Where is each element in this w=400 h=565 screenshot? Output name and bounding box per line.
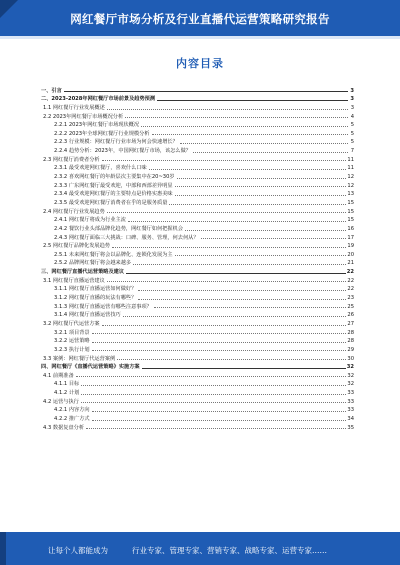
toc-entry[interactable] — [41, 154, 354, 163]
toc-leader-dots — [81, 402, 347, 403]
toc-leader-dots — [128, 221, 346, 222]
toc-entry-page: 3 — [350, 87, 354, 94]
toc-entry[interactable] — [41, 249, 354, 258]
footer-accent-bar — [0, 532, 6, 565]
toc-entry[interactable] — [41, 353, 354, 362]
toc-entry-page: 15 — [347, 217, 354, 224]
toc-leader-dots — [81, 394, 346, 395]
toc-entry-page: 15 — [347, 208, 354, 215]
toc-entry-title: 四、网红餐厅《直播代运营策略》实施方案 — [41, 364, 140, 371]
toc-entry[interactable] — [41, 336, 354, 345]
footer-expert-list: 行业专家、管理专家、营销专家、战略专家、运营专家…… — [132, 546, 327, 555]
toc-entry[interactable] — [41, 284, 354, 293]
toc-leader-dots — [193, 152, 348, 153]
toc-entry-page: 16 — [347, 225, 354, 232]
toc-entry-title: 2.5.2 品牌网红餐厅将会越来越多 — [54, 260, 132, 267]
toc-entry-title: 2.4.2 餐饮行业头部品牌化趋势，网红餐厅如何把握机会 — [54, 225, 183, 232]
toc-entry-page: 32 — [347, 381, 354, 388]
toc-leader-dots — [142, 368, 346, 369]
toc-leader-dots — [92, 411, 347, 412]
toc-entry-title: 3.3 案例：网红餐厅代运营案例 — [43, 355, 116, 362]
toc-entry-title: 2.3.3 广东网红餐厅最受欢迎，中部和西部差异明显 — [54, 182, 173, 189]
toc-entry-page: 5 — [350, 130, 354, 137]
toc-leader-dots — [169, 204, 346, 205]
toc-entry-title: 3.1 网红餐厅直播运营建议 — [43, 277, 105, 284]
toc-leader-dots — [102, 160, 347, 161]
toc-entry[interactable] — [41, 145, 354, 154]
toc-leader-dots — [149, 169, 347, 170]
toc-entry-page: 22 — [347, 277, 354, 284]
toc-entry[interactable] — [41, 370, 354, 379]
toc-entry-title: 2.4.1 网红餐厅将成为行业主流 — [54, 217, 126, 224]
toc-entry-page: 13 — [347, 191, 354, 198]
toc-entry[interactable] — [41, 128, 354, 137]
toc-entry-page: 19 — [347, 243, 354, 250]
toc-leader-dots — [86, 428, 346, 429]
toc-entry-page: 32 — [346, 364, 354, 371]
toc-entry[interactable] — [41, 232, 354, 241]
toc-entry-title: 2.2.1 2023年网红餐厅市场现状概况 — [54, 122, 140, 129]
toc-leader-dots — [125, 117, 348, 118]
toc-entry[interactable] — [41, 327, 354, 336]
toc-entry-title: 2.3.5 最受欢迎网红餐厅消费者在乎的是服务质量 — [54, 199, 168, 206]
toc-leader-dots — [201, 238, 347, 239]
toc-entry-page: 33 — [347, 407, 354, 414]
toc-entry-page: 34 — [347, 415, 354, 422]
toc-entry-page: 15 — [347, 199, 354, 206]
toc-entry-title: 3.2.2 运营策略 — [54, 338, 90, 345]
toc-entry[interactable] — [41, 102, 354, 111]
toc-entry-page: 21 — [347, 260, 354, 267]
toc-entry-page: 5 — [350, 139, 354, 146]
toc-entry[interactable] — [41, 120, 354, 129]
toc-leader-dots — [126, 273, 346, 274]
toc-entry-title: 2.3.4 最受欢迎网红餐厅的主要特点是价格实惠美味 — [54, 191, 173, 198]
toc-entry-title: 4.1.2 计划 — [54, 390, 80, 397]
toc-entry[interactable] — [41, 206, 354, 215]
toc-entry-page: 28 — [347, 338, 354, 345]
toc-entry[interactable] — [41, 137, 354, 146]
toc-leader-dots — [92, 333, 347, 334]
toc-entry-title: 2.5.1 未来网红餐厅将会以品牌化、连锁化发展为主 — [54, 251, 173, 258]
toc-entry-title: 3.2.1 项目背景 — [54, 329, 90, 336]
toc-entry-title: 2.2 2023年网红餐厅市场概况分析 — [43, 113, 124, 120]
toc-entry[interactable] — [41, 258, 354, 267]
toc-leader-dots — [92, 350, 347, 351]
header-divider — [0, 36, 400, 39]
toc-leader-dots — [133, 264, 346, 265]
toc-entry[interactable] — [41, 318, 354, 327]
toc-entry[interactable] — [41, 292, 354, 301]
toc-entry[interactable] — [41, 180, 354, 189]
toc-entry[interactable] — [41, 171, 354, 180]
toc-entry-title: 4.3 数据复盘分析 — [43, 424, 85, 431]
toc-entry-title: 3.1.4 网红餐厅直播运营技巧 — [54, 312, 121, 319]
toc-entry[interactable] — [41, 241, 354, 250]
toc-entry-page: 26 — [347, 312, 354, 319]
page-footer — [0, 532, 400, 565]
toc-entry[interactable] — [41, 405, 354, 414]
toc-entry[interactable] — [41, 189, 354, 198]
toc-entry-title: 4.2 运营与执行 — [43, 398, 79, 405]
toc-entry-page: 12 — [347, 182, 354, 189]
toc-entry[interactable] — [41, 275, 354, 284]
toc-entry-page: 25 — [347, 303, 354, 310]
toc-entry[interactable] — [41, 413, 354, 422]
toc-entry-page: 22 — [347, 286, 354, 293]
toc-entry-page: 7 — [350, 148, 354, 155]
toc-entry-page: 17 — [347, 234, 354, 241]
toc-entry-page: 20 — [347, 251, 354, 258]
toc-entry[interactable] — [41, 266, 354, 275]
toc-entry[interactable] — [41, 387, 354, 396]
toc-entry[interactable] — [41, 94, 354, 103]
toc-entry-title: 2.3.1 最受欢迎网红餐厅，喜欢什么口味 — [54, 165, 147, 172]
toc-leader-dots — [107, 212, 347, 213]
toc-entry-title: 二、2023-2028年网红餐厅市场前景及趋势预测 — [41, 96, 156, 103]
toc-leader-dots — [154, 307, 347, 308]
toc-entry-page: 11 — [347, 156, 354, 163]
toc-leader-dots — [102, 325, 347, 326]
toc-entry-page: 22 — [346, 269, 354, 276]
toc-entry-page: 3 — [350, 96, 354, 103]
toc-entry[interactable] — [41, 301, 354, 310]
table-of-contents — [41, 85, 354, 431]
toc-leader-dots — [152, 134, 349, 135]
toc-entry-page: 4 — [350, 113, 354, 120]
toc-entry-title: 4.1 前期准备 — [43, 372, 74, 379]
toc-leader-dots — [123, 316, 347, 317]
toc-entry-page: 27 — [347, 320, 354, 327]
toc-leader-dots — [107, 281, 347, 282]
toc-leader-dots — [175, 195, 347, 196]
toc-entry[interactable] — [41, 197, 354, 206]
toc-entry-title: 三、网红餐厅直播代运营策略及建议 — [41, 269, 125, 276]
toc-entry-title: 2.4.3 网红餐厅面临三大挑战：口碑、服务、管理，何去何从？ — [54, 234, 199, 241]
toc-entry-page: 28 — [347, 329, 354, 336]
toc-entry[interactable] — [41, 422, 354, 431]
toc-leader-dots — [112, 247, 346, 248]
toc-leader-dots — [141, 126, 348, 127]
toc-entry[interactable] — [41, 111, 354, 120]
toc-entry-page: 12 — [347, 174, 354, 181]
toc-leader-dots — [177, 178, 347, 179]
toc-entry-page: 32 — [347, 372, 354, 379]
toc-entry-title: 4.2.1 内容方向 — [54, 407, 90, 414]
toc-entry[interactable] — [41, 163, 354, 172]
toc-entry-title: 3.2 网红餐厅代运营方案 — [43, 320, 100, 327]
toc-entry[interactable] — [41, 396, 354, 405]
toc-leader-dots — [81, 385, 346, 386]
toc-entry-title: 2.2.3 行业规模：网红餐厅行业市场为何会快速增长？ — [54, 139, 178, 146]
toc-entry-title: 一、引言 — [41, 87, 62, 94]
toc-heading: 内容目录 — [176, 57, 224, 70]
toc-entry-title: 4.1.1 目标 — [54, 381, 80, 388]
toc-leader-dots — [175, 255, 347, 256]
toc-entry[interactable] — [41, 379, 354, 388]
toc-entry[interactable] — [41, 344, 354, 353]
footer-slogan: 让每个人都能成为 — [48, 546, 108, 555]
toc-leader-dots — [180, 143, 348, 144]
toc-leader-dots — [64, 91, 348, 92]
toc-entry-title: 2.3 网红餐厅消费者分析 — [43, 156, 100, 163]
toc-entry-title: 3.1.3 网红餐厅直播运营有哪些注意事项？ — [54, 303, 152, 310]
report-header — [0, 0, 400, 36]
toc-leader-dots — [76, 376, 347, 377]
toc-leader-dots — [92, 342, 347, 343]
toc-entry-title: 2.2.2 2023年全球网红餐厅行业规模分析 — [54, 130, 150, 137]
toc-entry-page: 33 — [347, 390, 354, 397]
toc-entry-title: 2.4 网红餐厅行业发展趋势 — [43, 208, 105, 215]
toc-entry-title: 1.1 网红餐厅行业发展概述 — [43, 104, 105, 111]
toc-leader-dots — [175, 186, 347, 187]
toc-entry-title: 2.3.2 喜欢网红餐厅的年龄层次主要集中在20~30岁 — [54, 174, 175, 181]
toc-entry-title: 4.2.2 推广方式 — [54, 415, 90, 422]
toc-entry-title: 2.5 网红餐厅品牌化发展趋势 — [43, 243, 110, 250]
toc-entry[interactable] — [41, 362, 354, 371]
toc-entry-title: 3.2.3 执行计划 — [54, 346, 90, 353]
toc-entry-page: 23 — [347, 295, 354, 302]
toc-entry[interactable] — [41, 223, 354, 232]
toc-leader-dots — [157, 100, 348, 101]
toc-entry-title: 3.1.2 网红餐厅直播的玩法有哪些？ — [54, 295, 137, 302]
toc-entry-title: 2.2.4 趋势分析：2023年，中国网红餐厅市场，该怎么做？ — [54, 148, 191, 155]
report-title: 网红餐厅市场分析及行业直播代运营策略研究报告 — [70, 12, 330, 26]
toc-leader-dots — [117, 359, 346, 360]
toc-entry-page: 11 — [347, 165, 354, 172]
toc-entry[interactable] — [41, 310, 354, 319]
toc-entry-page: 35 — [347, 424, 354, 431]
toc-leader-dots — [107, 109, 348, 110]
toc-leader-dots — [92, 420, 347, 421]
toc-entry-page: 29 — [347, 346, 354, 353]
toc-entry-title: 3.1.1 网红餐厅直播运营如何做好？ — [54, 286, 137, 293]
toc-entry[interactable] — [41, 85, 354, 94]
toc-entry-page: 33 — [347, 398, 354, 405]
toc-leader-dots — [138, 290, 346, 291]
toc-leader-dots — [138, 299, 346, 300]
toc-entry-page: 5 — [350, 122, 354, 129]
toc-entry[interactable] — [41, 215, 354, 224]
toc-entry-page: 3 — [350, 104, 354, 111]
toc-entry-page: 30 — [347, 355, 354, 362]
toc-leader-dots — [185, 230, 346, 231]
